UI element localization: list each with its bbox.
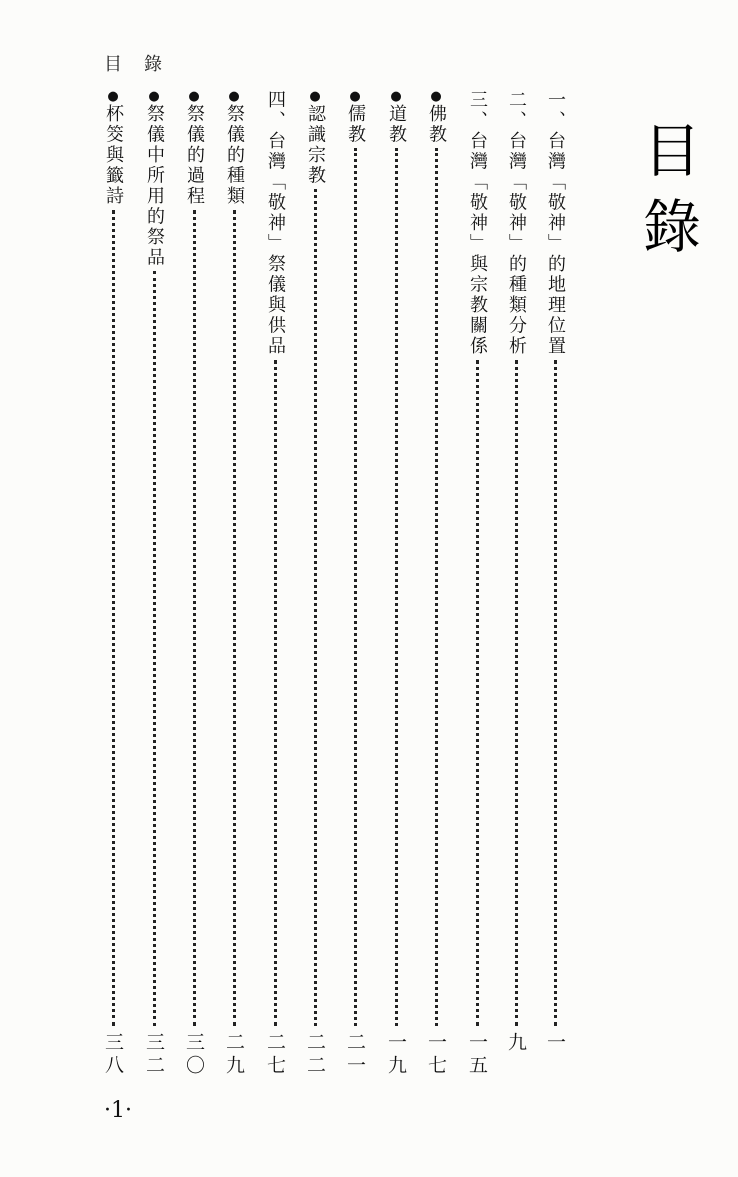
bullet-icon: ● bbox=[228, 89, 240, 104]
dot-leader bbox=[274, 360, 277, 1027]
toc-entry[interactable] bbox=[263, 90, 287, 1080]
dot-leader bbox=[476, 360, 479, 1027]
toc-entry[interactable] bbox=[465, 90, 489, 1080]
toc-entry-title: 杯筊與籤詩 bbox=[103, 104, 124, 207]
dot-leader bbox=[112, 210, 115, 1027]
toc-entry-page: 三二 bbox=[143, 1032, 165, 1078]
dot-leader bbox=[515, 360, 518, 1027]
dot-leader bbox=[435, 148, 438, 1026]
toc-entry-page: 一五 bbox=[466, 1032, 488, 1078]
toc-entry[interactable] bbox=[101, 90, 125, 1080]
toc-entry-page: 二二 bbox=[304, 1032, 326, 1078]
page-number: ·1· bbox=[104, 1098, 132, 1123]
toc-entry-page: 二一 bbox=[344, 1032, 366, 1078]
toc-entry[interactable] bbox=[222, 90, 246, 1080]
toc-entry-title: 祭儀中所用的祭品 bbox=[144, 104, 165, 268]
bullet-icon: ● bbox=[349, 89, 361, 104]
toc-entry-page: 九 bbox=[505, 1032, 527, 1055]
bullet-icon: ● bbox=[309, 89, 321, 104]
toc-entry-title: 一、台灣「敬神」的地理位置 bbox=[545, 90, 566, 357]
toc-entry-title: 祭儀的過程 bbox=[184, 104, 205, 207]
toc-entry[interactable] bbox=[424, 90, 448, 1080]
bullet-icon: ● bbox=[148, 89, 160, 104]
toc-entry[interactable] bbox=[343, 90, 367, 1080]
toc-entry-page: 二九 bbox=[223, 1032, 245, 1078]
toc-entry-page: 三八 bbox=[102, 1032, 124, 1078]
toc-entry-title: 佛教 bbox=[426, 104, 447, 145]
toc-entry[interactable] bbox=[543, 90, 567, 1080]
running-header: 目錄 bbox=[104, 54, 184, 75]
bullet-icon: ● bbox=[107, 89, 119, 104]
toc-entry-title: 三、台灣「敬神」與宗教關係 bbox=[467, 90, 488, 357]
toc-entry-title: 四、台灣「敬神」祭儀與供品 bbox=[265, 90, 286, 357]
toc-entry-page: 一 bbox=[544, 1032, 566, 1055]
bullet-icon: ● bbox=[390, 89, 402, 104]
toc-entry[interactable] bbox=[384, 90, 408, 1080]
dot-leader bbox=[395, 148, 398, 1026]
dot-leader bbox=[554, 360, 557, 1027]
toc-entry-title: 儒教 bbox=[345, 104, 366, 145]
toc-entry-title: 祭儀的種類 bbox=[224, 104, 245, 207]
toc-entry[interactable] bbox=[142, 90, 166, 1080]
dot-leader bbox=[233, 210, 236, 1027]
toc-entry-title: 二、台灣「敬神」的種類分析 bbox=[506, 90, 527, 357]
bullet-icon: ● bbox=[430, 89, 442, 104]
toc-entry[interactable] bbox=[182, 90, 206, 1080]
toc-entry-page: 二七 bbox=[264, 1032, 286, 1078]
toc-entry-page: 三〇 bbox=[183, 1032, 205, 1078]
toc-entry-page: 一七 bbox=[425, 1032, 447, 1078]
toc-entry[interactable] bbox=[303, 90, 327, 1080]
toc-entry-page: 一九 bbox=[385, 1032, 407, 1078]
toc-entry[interactable] bbox=[504, 90, 528, 1080]
toc-entry-title: 認識宗教 bbox=[305, 104, 326, 186]
page-title: 目錄 bbox=[633, 120, 701, 272]
dot-leader bbox=[153, 271, 156, 1026]
dot-leader bbox=[314, 189, 317, 1026]
dot-leader bbox=[193, 210, 196, 1027]
dot-leader bbox=[354, 148, 357, 1026]
bullet-icon: ● bbox=[188, 89, 200, 104]
toc-entry-title: 道教 bbox=[386, 104, 407, 145]
